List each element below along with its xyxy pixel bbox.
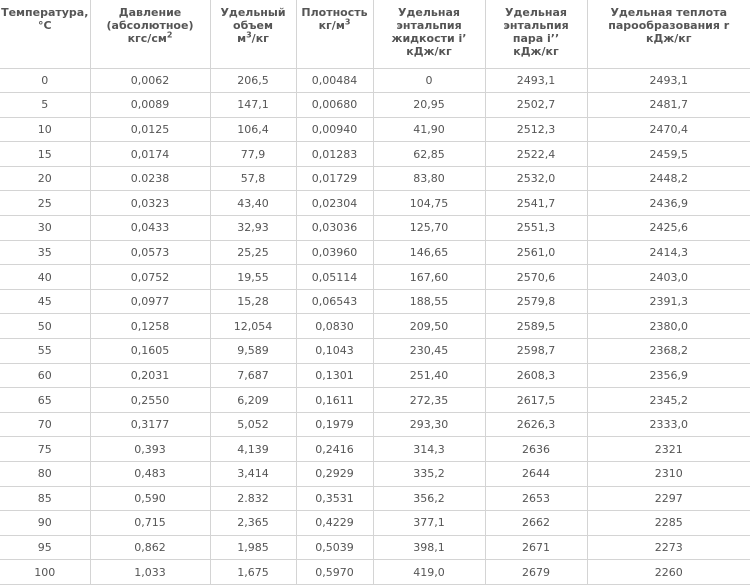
cell-density: 0,5039 — [296, 535, 373, 560]
cell-temperature: 95 — [0, 535, 90, 560]
cell-heat-of-vaporization: 2310 — [587, 462, 750, 487]
table-row — [0, 166, 750, 191]
table-row — [0, 240, 750, 265]
cell-pressure: 0,3177 — [90, 412, 210, 437]
cell-vapor-enthalpy: 2493,1 — [485, 68, 587, 93]
cell-specific-volume: 4,139 — [210, 437, 296, 462]
header-pressure: Давление (абсолютное) кгс/$см^2$ — [90, 0, 210, 68]
cell-pressure: 0,483 — [90, 462, 210, 487]
cell-temperature: 10 — [0, 117, 90, 142]
cell-density: 0,00484 — [296, 68, 373, 93]
table-row — [0, 216, 750, 241]
header-specific-volume: Удельный объем $м^3/кг$ — [210, 0, 296, 68]
cell-liquid-enthalpy: 356,2 — [373, 486, 485, 511]
cell-temperature: 90 — [0, 511, 90, 536]
cell-liquid-enthalpy: 377,1 — [373, 511, 485, 536]
cell-specific-volume: 43,40 — [210, 191, 296, 216]
cell-density: 0,01283 — [296, 142, 373, 167]
table-body — [0, 68, 750, 584]
cell-specific-volume: 7,687 — [210, 363, 296, 388]
cell-heat-of-vaporization: 2285 — [587, 511, 750, 536]
cell-density: 0,02304 — [296, 191, 373, 216]
cell-temperature: 30 — [0, 216, 90, 241]
cell-vapor-enthalpy: 2522,4 — [485, 142, 587, 167]
cell-density: 0,0830 — [296, 314, 373, 339]
cell-heat-of-vaporization: 2368,2 — [587, 339, 750, 364]
header-liquid-enthalpy: Удельная энтальпия жидкости i’ кДж/кг — [373, 0, 485, 68]
cell-liquid-enthalpy: 230,45 — [373, 339, 485, 364]
cell-vapor-enthalpy: 2662 — [485, 511, 587, 536]
cell-density: 0,1301 — [296, 363, 373, 388]
cell-pressure: 0.0238 — [90, 166, 210, 191]
cell-vapor-enthalpy: 2512,3 — [485, 117, 587, 142]
cell-liquid-enthalpy: 0 — [373, 68, 485, 93]
table-row — [0, 486, 750, 511]
cell-temperature: 5 — [0, 93, 90, 118]
cell-liquid-enthalpy: 146,65 — [373, 240, 485, 265]
cell-density: 0,00680 — [296, 93, 373, 118]
cell-liquid-enthalpy: 104,75 — [373, 191, 485, 216]
table-row — [0, 560, 750, 585]
cell-heat-of-vaporization: 2260 — [587, 560, 750, 585]
cell-vapor-enthalpy: 2626,3 — [485, 412, 587, 437]
cell-vapor-enthalpy: 2617,5 — [485, 388, 587, 413]
cell-pressure: 0,0433 — [90, 216, 210, 241]
cell-heat-of-vaporization: 2403,0 — [587, 265, 750, 290]
cell-specific-volume: 1,675 — [210, 560, 296, 585]
cell-density: 0,2929 — [296, 462, 373, 487]
table-row — [0, 535, 750, 560]
cell-specific-volume: 147,1 — [210, 93, 296, 118]
cell-vapor-enthalpy: 2502,7 — [485, 93, 587, 118]
table-row — [0, 437, 750, 462]
cell-specific-volume: 15,28 — [210, 289, 296, 314]
cell-liquid-enthalpy: 62,85 — [373, 142, 485, 167]
cell-heat-of-vaporization: 2470,4 — [587, 117, 750, 142]
cell-liquid-enthalpy: 419,0 — [373, 560, 485, 585]
cell-liquid-enthalpy: 209,50 — [373, 314, 485, 339]
cell-liquid-enthalpy: 272,35 — [373, 388, 485, 413]
cell-heat-of-vaporization: 2459,5 — [587, 142, 750, 167]
cell-pressure: 0,1605 — [90, 339, 210, 364]
cell-pressure: 0,0062 — [90, 68, 210, 93]
cell-pressure: 0,0573 — [90, 240, 210, 265]
table-row — [0, 117, 750, 142]
cell-specific-volume: 77,9 — [210, 142, 296, 167]
cell-liquid-enthalpy: 188,55 — [373, 289, 485, 314]
table-row — [0, 314, 750, 339]
cell-vapor-enthalpy: 2644 — [485, 462, 587, 487]
cell-pressure: 0,590 — [90, 486, 210, 511]
cell-vapor-enthalpy: 2532,0 — [485, 166, 587, 191]
cell-vapor-enthalpy: 2598,7 — [485, 339, 587, 364]
cell-vapor-enthalpy: 2561,0 — [485, 240, 587, 265]
cell-temperature: 0 — [0, 68, 90, 93]
cell-specific-volume: 206,5 — [210, 68, 296, 93]
cell-specific-volume: 9,589 — [210, 339, 296, 364]
cell-temperature: 45 — [0, 289, 90, 314]
cell-liquid-enthalpy: 293,30 — [373, 412, 485, 437]
cell-temperature: 65 — [0, 388, 90, 413]
cell-temperature: 80 — [0, 462, 90, 487]
cell-density: 0,4229 — [296, 511, 373, 536]
cell-liquid-enthalpy: 167,60 — [373, 265, 485, 290]
table-row — [0, 265, 750, 290]
cell-heat-of-vaporization: 2321 — [587, 437, 750, 462]
cell-liquid-enthalpy: 251,40 — [373, 363, 485, 388]
table-row — [0, 363, 750, 388]
cell-pressure: 0,0174 — [90, 142, 210, 167]
cell-vapor-enthalpy: 2679 — [485, 560, 587, 585]
cell-density: 0,1979 — [296, 412, 373, 437]
cell-temperature: 40 — [0, 265, 90, 290]
cell-specific-volume: 3,414 — [210, 462, 296, 487]
cell-vapor-enthalpy: 2671 — [485, 535, 587, 560]
cell-specific-volume: 106,4 — [210, 117, 296, 142]
cell-temperature: 15 — [0, 142, 90, 167]
cell-density: 0,03036 — [296, 216, 373, 241]
cell-temperature: 85 — [0, 486, 90, 511]
cell-heat-of-vaporization: 2425,6 — [587, 216, 750, 241]
cell-heat-of-vaporization: 2333,0 — [587, 412, 750, 437]
cell-temperature: 20 — [0, 166, 90, 191]
cell-pressure: 0,0089 — [90, 93, 210, 118]
cell-specific-volume: 6,209 — [210, 388, 296, 413]
cell-pressure: 0,715 — [90, 511, 210, 536]
cell-density: 0,3531 — [296, 486, 373, 511]
cell-heat-of-vaporization: 2391,3 — [587, 289, 750, 314]
cell-temperature: 55 — [0, 339, 90, 364]
cell-pressure: 0,0323 — [90, 191, 210, 216]
cell-temperature: 70 — [0, 412, 90, 437]
cell-specific-volume: 32,93 — [210, 216, 296, 241]
cell-heat-of-vaporization: 2273 — [587, 535, 750, 560]
cell-liquid-enthalpy: 20,95 — [373, 93, 485, 118]
cell-pressure: 0,862 — [90, 535, 210, 560]
cell-heat-of-vaporization: 2448,2 — [587, 166, 750, 191]
cell-vapor-enthalpy: 2608,3 — [485, 363, 587, 388]
cell-liquid-enthalpy: 314,3 — [373, 437, 485, 462]
cell-liquid-enthalpy: 335,2 — [373, 462, 485, 487]
cell-specific-volume: 25,25 — [210, 240, 296, 265]
cell-density: 0,03960 — [296, 240, 373, 265]
cell-pressure: 0,0125 — [90, 117, 210, 142]
cell-heat-of-vaporization: 2436,9 — [587, 191, 750, 216]
table-row — [0, 142, 750, 167]
cell-vapor-enthalpy: 2579,8 — [485, 289, 587, 314]
cell-temperature: 75 — [0, 437, 90, 462]
table-row — [0, 462, 750, 487]
cell-specific-volume: 2,365 — [210, 511, 296, 536]
cell-specific-volume: 5,052 — [210, 412, 296, 437]
cell-liquid-enthalpy: 41,90 — [373, 117, 485, 142]
cell-liquid-enthalpy: 125,70 — [373, 216, 485, 241]
header-density: Плотность $кг/м^3$ — [296, 0, 373, 68]
header-vapor-enthalpy: Удельная энтальпия пара i’’ кДж/кг — [485, 0, 587, 68]
cell-density: 0,2416 — [296, 437, 373, 462]
cell-density: 0,01729 — [296, 166, 373, 191]
cell-density: 0,00940 — [296, 117, 373, 142]
cell-heat-of-vaporization: 2380,0 — [587, 314, 750, 339]
cell-heat-of-vaporization: 2345,2 — [587, 388, 750, 413]
cell-liquid-enthalpy: 398,1 — [373, 535, 485, 560]
cell-specific-volume: 12,054 — [210, 314, 296, 339]
cell-specific-volume: 19,55 — [210, 265, 296, 290]
cell-pressure: 0,2550 — [90, 388, 210, 413]
cell-vapor-enthalpy: 2653 — [485, 486, 587, 511]
cell-heat-of-vaporization: 2481,7 — [587, 93, 750, 118]
table-row — [0, 511, 750, 536]
cell-vapor-enthalpy: 2589,5 — [485, 314, 587, 339]
cell-pressure: 0,393 — [90, 437, 210, 462]
table-row — [0, 93, 750, 118]
cell-pressure: 0,2031 — [90, 363, 210, 388]
cell-temperature: 35 — [0, 240, 90, 265]
cell-liquid-enthalpy: 83,80 — [373, 166, 485, 191]
cell-vapor-enthalpy: 2551,3 — [485, 216, 587, 241]
cell-heat-of-vaporization: 2414,3 — [587, 240, 750, 265]
cell-pressure: 0,0752 — [90, 265, 210, 290]
cell-heat-of-vaporization: 2356,9 — [587, 363, 750, 388]
cell-density: 0,05114 — [296, 265, 373, 290]
cell-temperature: 100 — [0, 560, 90, 585]
cell-temperature: 60 — [0, 363, 90, 388]
cell-density: 0,06543 — [296, 289, 373, 314]
cell-vapor-enthalpy: 2570,6 — [485, 265, 587, 290]
cell-temperature: 50 — [0, 314, 90, 339]
table-row — [0, 68, 750, 93]
cell-specific-volume: 1,985 — [210, 535, 296, 560]
cell-pressure: 0,0977 — [90, 289, 210, 314]
header-row — [0, 0, 750, 68]
cell-specific-volume: 2.832 — [210, 486, 296, 511]
table-row — [0, 191, 750, 216]
table-row — [0, 339, 750, 364]
cell-density: 0,1611 — [296, 388, 373, 413]
cell-pressure: 1,033 — [90, 560, 210, 585]
header-heat-of-vaporization: Удельная теплота парообразования r кДж/кг — [587, 0, 750, 68]
header-temperature: Температура, °C — [0, 0, 90, 68]
table-row — [0, 289, 750, 314]
cell-pressure: 0,1258 — [90, 314, 210, 339]
cell-temperature: 25 — [0, 191, 90, 216]
cell-vapor-enthalpy: 2541,7 — [485, 191, 587, 216]
cell-specific-volume: 57,8 — [210, 166, 296, 191]
cell-heat-of-vaporization: 2493,1 — [587, 68, 750, 93]
cell-density: 0,5970 — [296, 560, 373, 585]
cell-density: 0,1043 — [296, 339, 373, 364]
cell-vapor-enthalpy: 2636 — [485, 437, 587, 462]
table-row — [0, 412, 750, 437]
cell-heat-of-vaporization: 2297 — [587, 486, 750, 511]
table-row — [0, 388, 750, 413]
